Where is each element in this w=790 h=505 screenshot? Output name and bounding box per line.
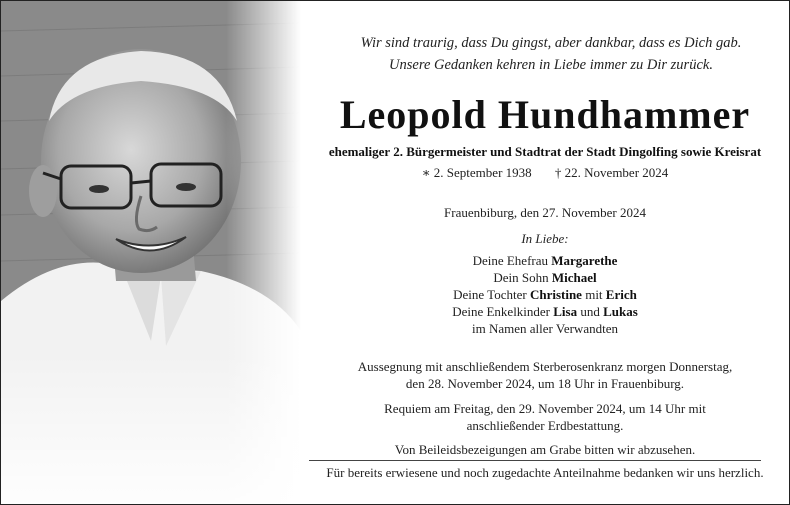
- mourner-relation: Deine Enkelkinder: [452, 304, 554, 319]
- mourner-relation: Deine Ehefrau: [472, 253, 552, 268]
- mourner-line: [301, 253, 789, 269]
- thanks-footer: Für bereits erwiesene und noch zugedachte Anteilnahme bedanken wir uns herzlich.: [326, 465, 764, 480]
- portrait-photo: [1, 1, 301, 504]
- deceased-name: Leopold Hundhammer: [339, 92, 751, 137]
- mourner-line: [301, 270, 789, 286]
- place-and-date: Frauenbiburg, den 27. November 2024: [444, 205, 646, 220]
- quote-line-1: Wir sind traurig, dass Du gingst, aber dankbar, dass es Dich gab.: [360, 35, 742, 51]
- mourner-line: [301, 304, 789, 320]
- life-dates: [301, 165, 789, 181]
- mourner-line: [301, 321, 789, 337]
- mourner-name: Margarethe: [551, 253, 618, 268]
- mourner-name: Michael: [551, 270, 597, 285]
- requiem-line-1: Requiem am Freitag, den 29. November 2024, um 14 Uhr mit: [384, 401, 706, 416]
- death-date: † 22. November 2024: [554, 165, 669, 180]
- requiem-line-2: anschließender Erdbestattung.: [466, 418, 624, 433]
- mourner-relation: im Namen aller Verwandten: [472, 321, 618, 336]
- in-love-label: In Liebe:: [521, 231, 569, 246]
- divider: [309, 460, 761, 461]
- mourner-name: Lukas: [603, 304, 638, 319]
- deceased-role: ehemaliger 2. Bürgermeister und Stadtrat der Stadt Dingolfing sowie Kreisrat: [328, 144, 762, 159]
- mourner-relation: Deine Tochter: [453, 287, 530, 302]
- quote-line-2: Unsere Gedanken kehren in Liebe immer zu Dir zurück.: [389, 57, 713, 73]
- service-line-2: den 28. November 2024, um 18 Uhr in Frauenbiburg.: [405, 376, 685, 391]
- condolence-note: Von Beileidsbezeigungen am Grabe bitten wir abzusehen.: [394, 442, 696, 457]
- notice-text: [301, 1, 789, 504]
- mourner-connector: mit: [581, 287, 606, 302]
- mourner-line: [301, 287, 789, 303]
- birth-date: ∗ 2. September 1938: [421, 165, 532, 180]
- mourner-name: Erich: [605, 287, 637, 302]
- mourner-name: Christine: [529, 287, 582, 302]
- service-line-1: Aussegnung mit anschließendem Sterberosenkranz morgen Donnerstag,: [357, 359, 733, 374]
- mourner-name: Lisa: [553, 304, 578, 319]
- mourner-connector: und: [577, 304, 604, 319]
- mourner-relation: Dein Sohn: [493, 270, 552, 285]
